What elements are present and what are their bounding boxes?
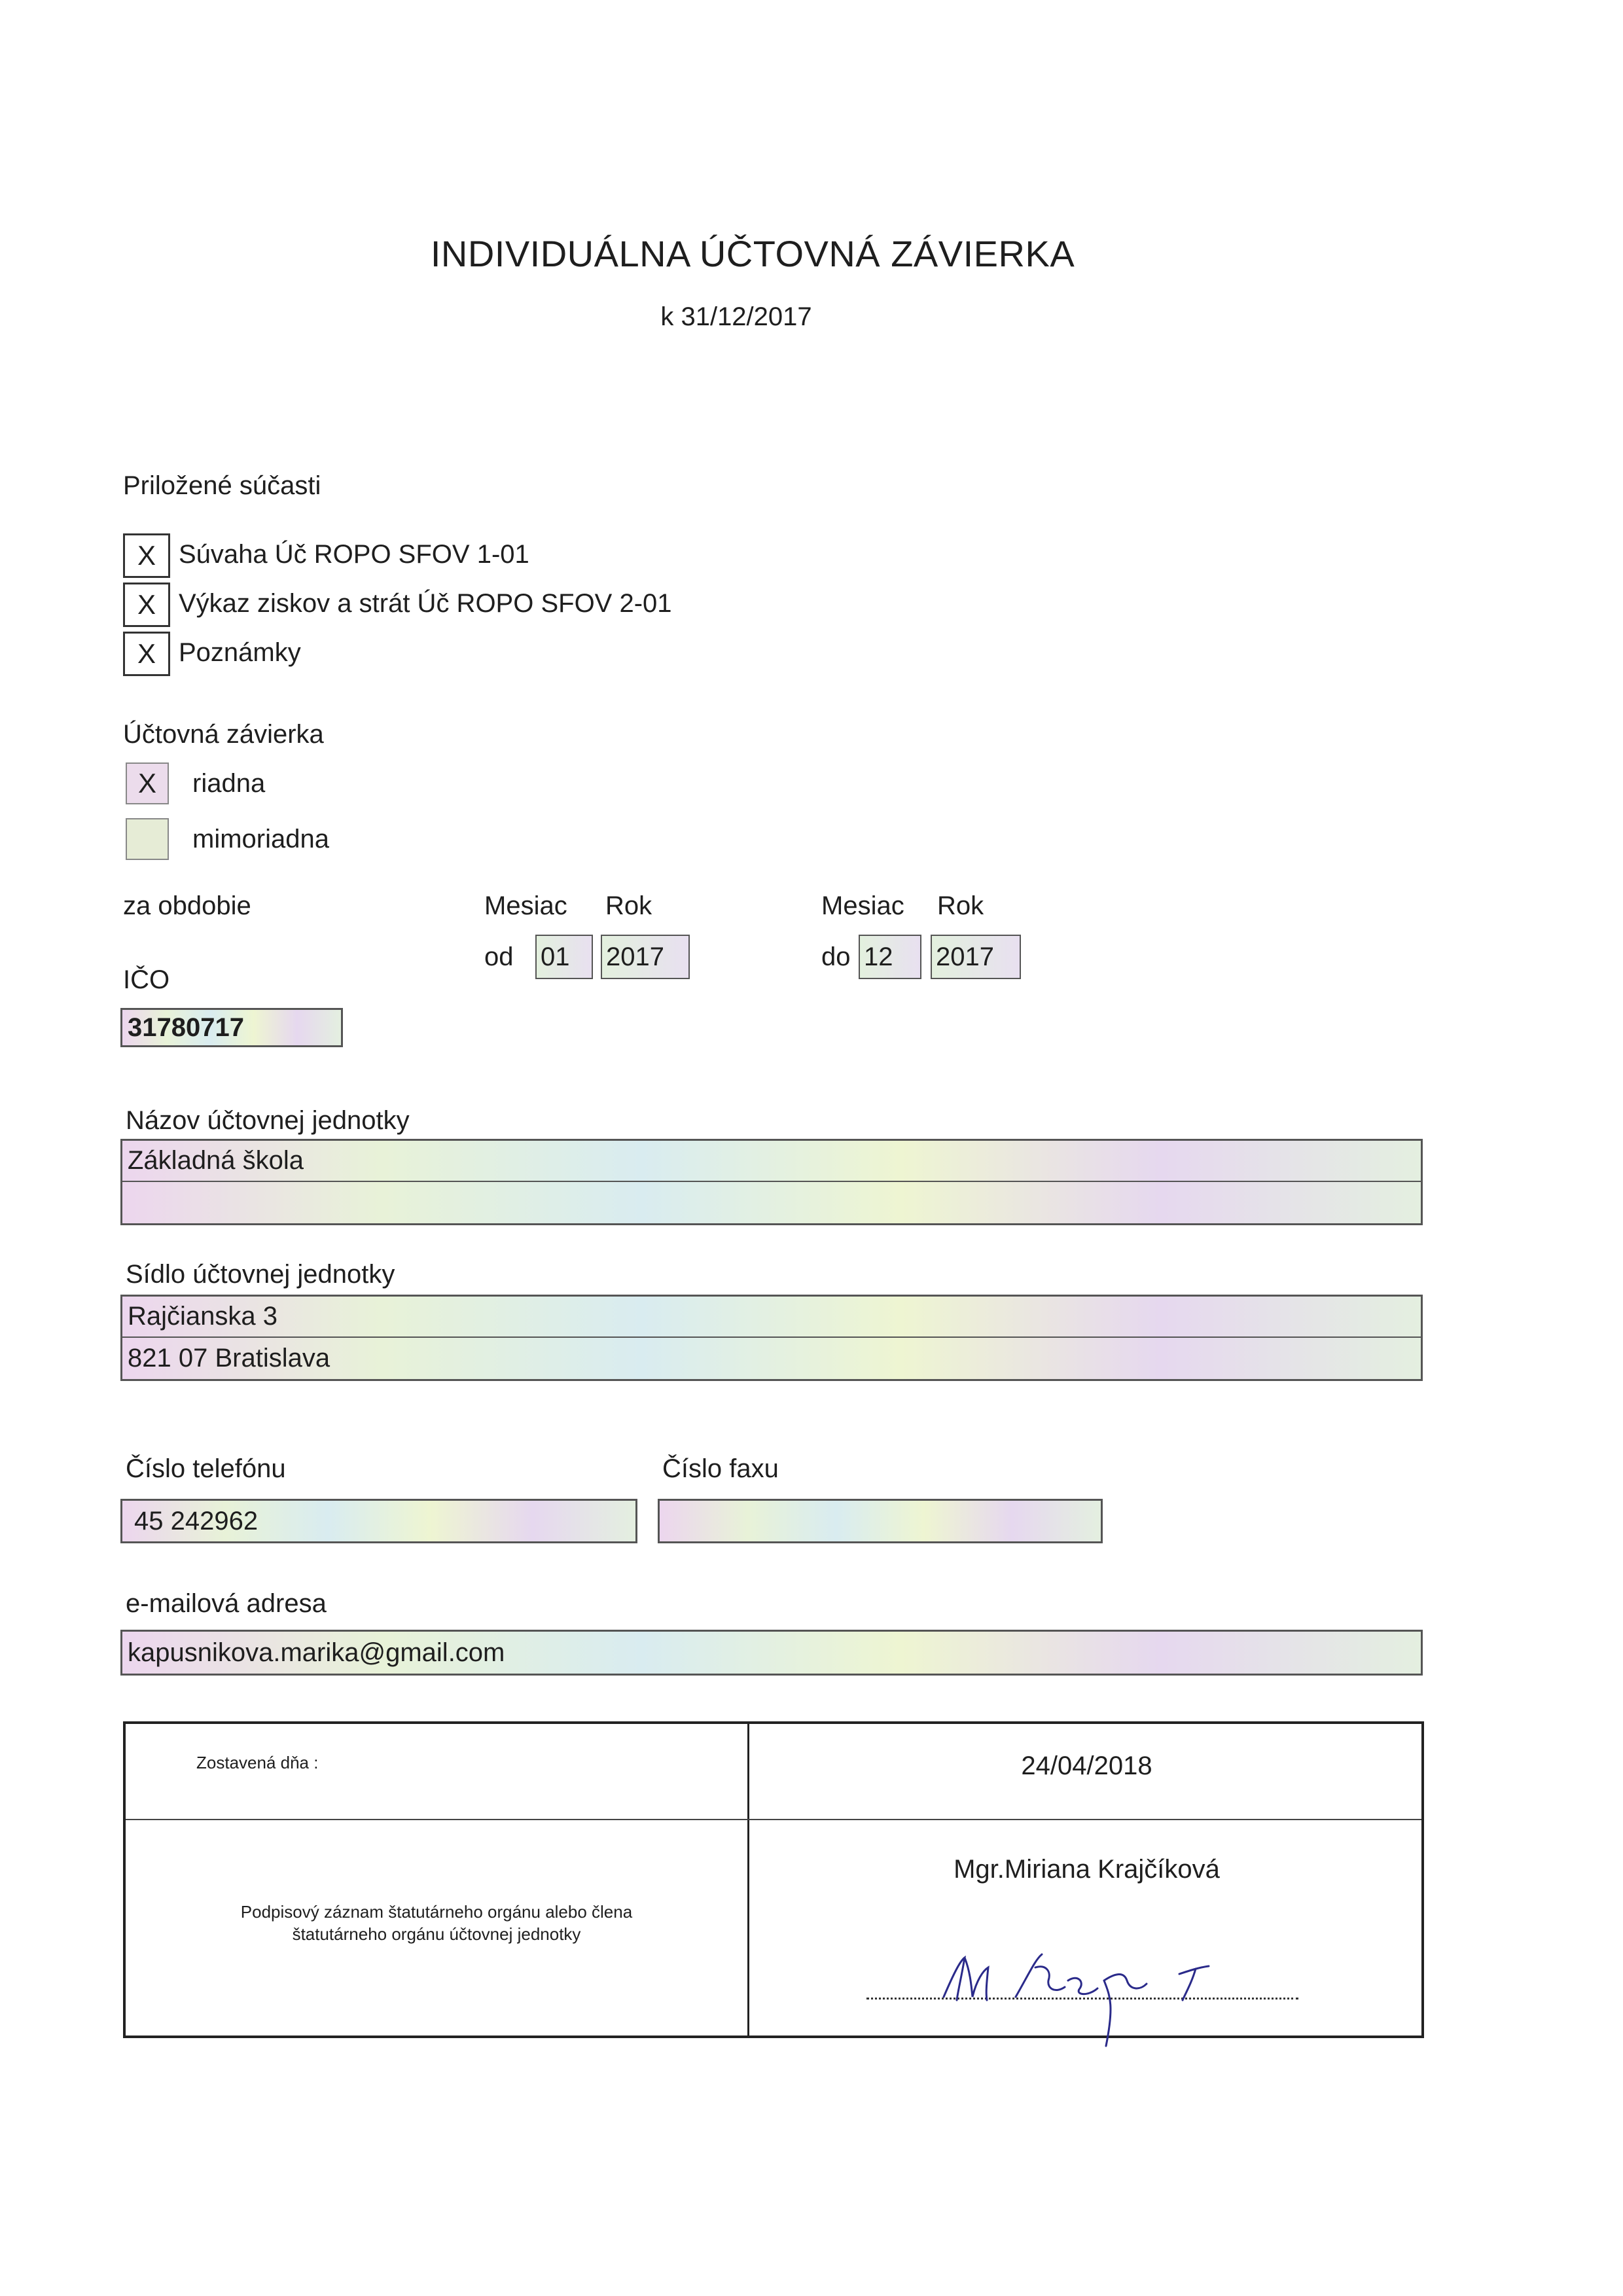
- closing-checkbox[interactable]: X: [126, 762, 169, 804]
- from-month-header: Mesiac: [484, 891, 567, 920]
- document-date: k 31/12/2017: [660, 302, 812, 331]
- from-year-field[interactable]: 2017: [601, 935, 690, 979]
- table-divider-horizontal: [126, 1819, 1421, 1820]
- from-label: od: [484, 942, 514, 971]
- to-label: do: [821, 942, 851, 971]
- entity-address-line1-field[interactable]: Rajčianska 3: [120, 1295, 1423, 1338]
- prepared-date-value: 24/04/2018: [1021, 1751, 1152, 1780]
- signer-name: Mgr.Miriana Krajčíková: [954, 1855, 1220, 1884]
- from-year-header: Rok: [605, 891, 652, 920]
- attachments-heading: Priložené súčasti: [123, 471, 321, 500]
- attachment-checkbox[interactable]: X: [123, 632, 170, 676]
- phone-label: Číslo telefónu: [126, 1454, 286, 1483]
- fax-field[interactable]: [658, 1499, 1103, 1543]
- signature-drawing: [931, 1935, 1271, 2053]
- entity-name-line1-field[interactable]: Základná škola: [120, 1139, 1423, 1182]
- email-field[interactable]: kapusnikova.marika@gmail.com: [120, 1630, 1423, 1676]
- attachment-checkbox[interactable]: X: [123, 583, 170, 627]
- entity-name-line2-field[interactable]: [120, 1182, 1423, 1225]
- closing-checkbox[interactable]: [126, 818, 169, 860]
- to-year-header: Rok: [937, 891, 984, 920]
- attachment-label: Súvaha Úč ROPO SFOV 1-01: [179, 540, 529, 569]
- phone-field[interactable]: 45 242962: [120, 1499, 637, 1543]
- closing-option-label: mimoriadna: [192, 825, 329, 853]
- handwritten-signature: [931, 1935, 1271, 2053]
- signature-table: [123, 1721, 1424, 2038]
- entity-address-label: Sídlo účtovnej jednotky: [126, 1260, 395, 1289]
- attachment-checkbox[interactable]: X: [123, 533, 170, 578]
- fax-label: Číslo faxu: [662, 1454, 779, 1483]
- entity-name-label: Názov účtovnej jednotky: [126, 1106, 410, 1135]
- email-label: e-mailová adresa: [126, 1589, 327, 1618]
- closing-option-label: riadna: [192, 769, 266, 798]
- entity-address-line2-field[interactable]: 821 07 Bratislava: [120, 1338, 1423, 1381]
- from-month-field[interactable]: 01: [535, 935, 593, 979]
- signature-label-line1: Podpisový záznam štatutárneho orgánu alebo člena: [240, 1902, 633, 1922]
- signature-label-line2: štatutárneho orgánu účtovnej jednotky: [292, 1924, 581, 1944]
- to-month-header: Mesiac: [821, 891, 904, 920]
- attachment-label: Poznámky: [179, 638, 301, 667]
- prepared-date-label: Zostavená dňa :: [196, 1753, 319, 1772]
- to-year-field[interactable]: 2017: [931, 935, 1021, 979]
- document-title: INDIVIDUÁLNA ÚČTOVNÁ ZÁVIERKA: [430, 233, 1075, 274]
- ico-field[interactable]: 31780717: [120, 1008, 343, 1047]
- to-month-field[interactable]: 12: [859, 935, 921, 979]
- period-label: za obdobie: [123, 891, 251, 920]
- ico-label: IČO: [123, 965, 170, 994]
- attachment-label: Výkaz ziskov a strát Úč ROPO SFOV 2-01: [179, 589, 672, 618]
- closing-type-heading: Účtovná závierka: [123, 720, 324, 749]
